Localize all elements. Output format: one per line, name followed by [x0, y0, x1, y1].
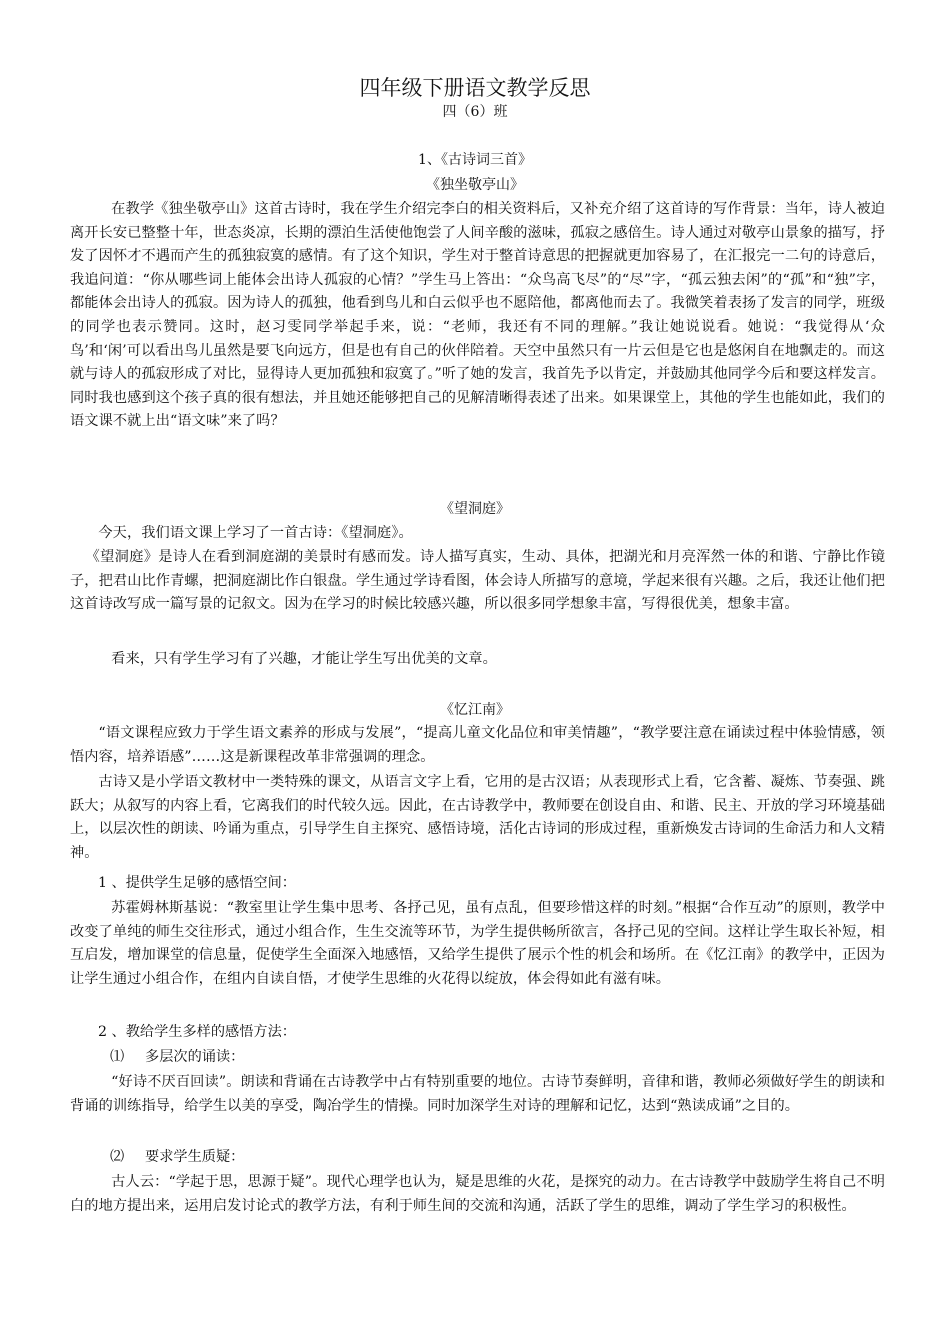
- paragraph-dzjts: 在教学《独坐敬亭山》这首古诗时，我在学生介绍完李白的相关资料后，又补充介绍了这首诗的写作背景：当年，诗人被迫离开长安已整整十年，世态炎凉，长期的漂泊生活使他饱尝了人间辛酸的滋味，孤寂之感倍生。诗人通过对敬亭山景象的描写，抒发了因怀才不遇而产生的孤独寂寞的感情。有了这个知识，学生对于整首诗意思的把握就更加容易了，在汇报完一二句的诗意后，我追问道：“你从哪些词上能体会出诗人孤寂的心情？”学生马上答出：“众鸟高飞尽”的“尽”字，“孤云独去闲”的“孤”和“独”字，都能体会出诗人的孤寂。因为诗人的孤独，他看到鸟儿和白云似乎也不愿陪他，都离他而去了。我微笑着表扬了发言的同学，班级的同学也表示赞同。这时，赵习雯同学举起手来，说：“老师，我还有不同的理解。”我让她说说看。她说：“我觉得从‘众鸟’和‘闲’可以看出鸟儿虽然是要飞向远方，但是也有自己的伙伴陪着。天空中虽然只有一片云但是它也是悠闲自在地飘走的。而这就与诗人的孤寂形成了对比，显得诗人更加孤独和寂寞了。”听了她的发言，我首先予以肯定，并鼓励其他同学今后和要这样发言。同时我也感到这个孩子真的很有想法，并且她还能够把自己的见解清晰得表述了出来。如果课堂上，其他的学生也能如此，我们的语文课不就上出“语文味”来了吗？: [70, 201, 885, 430]
- class-label: 四（6）班: [442, 104, 508, 120]
- list-item-1: 1 、提供学生足够的感悟空间：: [98, 875, 296, 891]
- poem-title-wdt: 《望洞庭》: [440, 501, 510, 517]
- paragraph-wdt-conclusion: 看来，只有学生学习有了兴趣，才能让学生写出优美的文章。: [111, 651, 497, 667]
- paragraph-yjn-questioning: 古人云：“学起于思，思源于疑”。现代心理学也认为，疑是思维的火花，是探究的动力。在古诗教学中鼓励学生将自己不明白的地方提出来，运用启发讨论式的教学方法，有利于师生间的交流和沟通，活跃了学生的思维，调动了学生学习的积极性。: [70, 1174, 885, 1214]
- list-item-2: 2 、教给学生多样的感悟方法：: [98, 1024, 296, 1040]
- sub-item-1-label: 多层次的诵读：: [145, 1049, 245, 1065]
- paragraph-yjn-space: 苏霍姆林斯基说：“教室里让学生集中思考、各抒己见，虽有点乱，但要珍惜这样的时刻。”根据“合作互动”的原则，教学中改变了单纯的师生交往形式，通过小组合作，生生交流等环节，为学生提供畅所欲言，各抒己见的空间。这样让学生取长补短，相互启发，增加课堂的信息量，促使学生全面深入地感悟，又给学生提供了展示个性的机会和场所。在《忆江南》的教学中，正因为让学生通过小组合作，在组内自读自悟，才使学生思维的火花得以绽放，体会得如此有滋有味。: [70, 900, 885, 987]
- sub-item-1-number: ⑴: [110, 1049, 125, 1065]
- paragraph-wdt-intro: 今天，我们语文课上学习了一首古诗：《望洞庭》。: [98, 525, 413, 541]
- paragraph-yjn-ancient-poetry: 古诗又是小学语文教材中一类特殊的课文，从语言文字上看，它用的是古汉语；从表现形式上看，它含蓄、凝炼、节奏强、跳跃大；从叙写的内容上看，它离我们的时代较久远。因此，在古诗教学中，教师要在创设自由、和谐、民主、开放的学习环境基础上，以层次性的朗读、吟诵为重点，引导学生自主探究、感悟诗境，活化古诗词的形成过程，重新焕发古诗词的生命活力和人文精神。: [70, 774, 885, 861]
- sub-item-2-number: ⑵: [110, 1149, 125, 1165]
- poem-title-yjn: 《忆江南》: [440, 702, 510, 718]
- paragraph-yjn-concept: “语文课程应致力于学生语文素养的形成与发展”，“提高儿童文化品位和审美情趣”，“教学要注意在诵读过程中体验情感，领悟内容，培养语感”……这是新课程改革非常强调的理念。: [70, 725, 885, 765]
- paragraph-wdt-body: 《望洞庭》是诗人在看到洞庭湖的美景时有感而发。诗人描写真实，生动、具体，把湖光和月亮浑然一体的和谐、宁静比作镜子，把君山比作青螺，把洞庭湖比作白银盘。学生通过学诗看图，体会诗人所描写的意境，学起来很有兴趣。之后，我还让他们把这首诗改写成一篇写景的记叙文。因为在学习的时候比较感兴趣，所以很多同学想象丰富，写得很优美，想象丰富。: [70, 549, 885, 613]
- paragraph-yjn-recitation: “好诗不厌百回读”。朗读和背诵在古诗教学中占有特别重要的地位。古诗节奏鲜明，音律和谐，教师必须做好学生的朗读和背诵的训练指导，给学生以美的享受，陶冶学生的情操。同时加深学生对诗的理解和记忆，达到“熟读成诵”之目的。: [70, 1074, 885, 1114]
- sub-item-2-label: 要求学生质疑：: [145, 1149, 245, 1165]
- section-heading-poems: 1、《古诗词三首》: [418, 152, 532, 168]
- document-title: 四年级下册语文教学反思: [359, 76, 591, 100]
- poem-title-dzjts: 《独坐敬亭山》: [426, 177, 524, 193]
